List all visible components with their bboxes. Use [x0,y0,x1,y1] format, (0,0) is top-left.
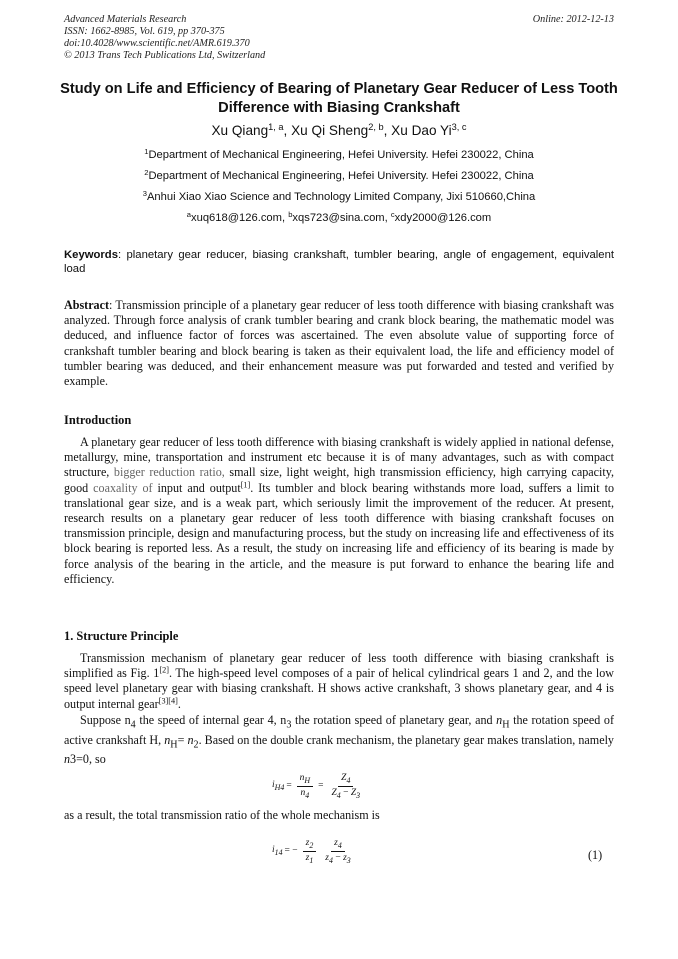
issn-line: ISSN: 1662-8985, Vol. 619, pp 370-375 [64,26,225,37]
abstract-text: : Transmission principle of a planetary gear reducer of less tooth difference with biasing crankshaft was analyzed. Through force analysis of crank tumbler bearing and crank block bearing, the mathematic model was deduced, and influence factor of forces was ascertained. The even absolute value of supporting force of crankshaft tumbler bearing and block bearing is taken as their equivalent load, the life and efficiency model of tumbler bearing was deduced, and their enhancement measure was put forwarded and tested and verified by example. [64,298,614,389]
fraction-denominator [322,852,353,865]
math-var: z [325,852,329,863]
journal-name: Advanced Materials Research [64,14,187,25]
email-sup: c [390,209,395,219]
section1-paragraph-1 [64,651,614,712]
text-run: . Based on the double crank mechanism, the planetary gear makes translation, namely [198,732,614,747]
author-sup: 3, c [451,121,467,132]
affiliation-text: Anhui Xiao Xiao Science and Technology Limited Company, Jixi 510660,China [146,191,536,203]
affiliation-1 [60,146,618,161]
math-var: z [343,852,347,863]
author-name: Xu Qiang [211,123,269,138]
math-var: Z [341,773,347,783]
text-run: . The high-speed level composes of a pair of helical cylindrical gears 1 and 2, and the low speed level planetary gear with biasing crankshaft. H shows active crankshaft, 3 shows planetary gear, and 4 is output internal gear [64,666,614,711]
equals-sign: = [318,781,324,792]
math-var: n [64,752,71,767]
author-line [60,123,618,138]
text-run: the rotation speed of planetary gear, and [291,713,497,727]
text-run: input and output [152,480,241,495]
highlighted-text: coaxality of [93,480,153,495]
subscript: H [304,775,311,785]
fraction-denominator [303,852,317,865]
text-run: the rotation speed of active crankshaft H, [64,713,614,747]
keywords [64,249,614,276]
text-run: = [177,732,188,747]
fraction-high-speed [303,838,317,865]
fraction-numerator [297,773,313,787]
subscript: 14 [274,848,283,858]
text-run: A planetary gear reducer of less tooth difference with biasing crankshaft is widely applied in national defense, metallurgy, mine, transportation and instrument etc because it is of many advantages, such as with compact structure, [64,435,614,480]
subscript: 4 [305,790,310,800]
section-heading-introduction: Introduction [64,413,132,427]
eq-lhs [272,780,284,792]
text-run: small size, light weight, high transmission efficiency, high carrying capacity, good [64,465,614,495]
email-sup: b [288,209,293,219]
math-var: z [305,838,310,848]
author-sup: 2, b [368,121,384,132]
email-address[interactable]: xuq618@126.com, [191,212,289,224]
author-separator: , [383,123,392,138]
citation-ref[interactable]: [1] [240,480,251,490]
fraction-numerator [331,838,345,852]
math-var: n [300,787,306,798]
subscript: 1 [309,855,314,865]
fraction-numerator [338,773,353,787]
math-var: i [272,780,275,791]
fraction-teeth [329,773,364,800]
text-run: 3=0, so [70,752,106,767]
abstract-label: Abstract [64,298,110,312]
math-var: n [496,713,503,727]
affiliation-2 [60,167,618,182]
subscript: 4 [346,775,351,785]
subscript: 3 [286,719,292,731]
section1-paragraph-2 [64,713,614,767]
section1-paragraph-3: as a result, the total transmission ratio of the whole mechanism is [64,808,380,822]
math-var: Z [350,787,357,798]
math-var: n [187,732,194,747]
text-run: . Its tumbler and block bearing withstands more load, suffers a limit to translational gear size, and is a weak part, which seriously limit the improvement of the reducer. At present, research results on a planetary gear reducer of less tooth difference with biasing crankshaft focuses on transmission principle, design and manufacturing process, but the study on increasing life and effectiveness of its block bearing is reported less. As a result, the study on increasing life and efficiency of its bearing is made by force analysis of the bearing in the article, and the measure is put forward to enhance the bearing life and efficiency. [64,480,614,586]
math-var: Z [331,787,337,798]
online-date: Online: 2012-12-13 [532,14,614,25]
subscript: 4 [329,855,333,865]
equation-number: (1) [588,848,603,862]
math-var: z [334,838,338,848]
affiliation-3 [60,188,618,203]
copyright-line: © 2013 Trans Tech Publications Ltd, Switzerland [64,50,266,61]
math-var: n [299,773,305,783]
email-line [60,209,618,224]
email-address[interactable]: xqs723@sina.com, [292,212,391,224]
equation-total-ratio [272,838,357,865]
subscript: 4 [336,790,341,800]
subscript: H [502,719,510,731]
paper-title: Study on Life and Efficiency of Bearing of Planetary Gear Reducer of Less Tooth Difference with Biasing Crankshaft [60,81,618,116]
minus-sign: − [340,787,351,798]
eq-lhs [272,845,283,857]
subscript: 3 [356,790,361,800]
text-run: . [177,696,181,711]
affiliation-text: Department of Mechanical Engineering, Hefei University. Hefei 230022, China [148,149,534,161]
author-sup: 1, a [268,121,284,132]
subscript: 4 [130,719,136,731]
text-run: the speed of internal gear 4, n [135,713,287,727]
math-var: i [272,845,275,856]
affiliation-sup: 3 [142,188,147,198]
affiliation-text: Department of Mechanical Engineering, Hefei University. Hefei 230022, China [148,170,534,182]
citation-ref[interactable]: [3][4] [158,696,178,706]
section-heading-structure: 1. Structure Principle [64,629,179,643]
text-run: Transmission mechanism of planetary gear reducer of less tooth difference with biasing crankshaft is simplified as Fig. 1 [64,651,614,681]
fraction-speed [297,773,313,800]
doi-line: doi:10.4028/www.scientific.net/AMR.619.370 [64,38,250,49]
subscript: H4 [274,783,285,793]
equals-sign: = [286,781,292,792]
subscript: 4 [337,840,342,850]
fraction-denominator [298,787,313,800]
minus-sign: − [332,852,344,863]
subscript: 2 [309,840,314,850]
equals-minus-sign: = − [284,846,298,857]
subscript: 2 [193,739,199,751]
journal-header [64,14,614,62]
citation-ref[interactable]: [2] [159,665,169,675]
fraction-denominator [329,787,364,800]
highlighted-text: bigger reduction ratio, [113,465,225,480]
math-var: z [305,852,310,863]
author-name: Xu Dao Yi [391,123,452,138]
subscript: 3 [346,855,351,865]
introduction-paragraph [64,435,614,587]
author-separator: , [283,123,292,138]
author-name: Xu Qi Sheng [291,123,369,138]
email-address[interactable]: xdy2000@126.com [394,212,492,224]
fraction-low-speed [322,838,353,865]
text-run: Suppose n [80,713,131,727]
keywords-label: Keywords [64,249,118,261]
keywords-text: : planetary gear reducer, biasing crankshaft, tumbler bearing, angle of engagement, equivalent load [64,249,614,275]
fraction-numerator [303,838,317,852]
email-sup: a [186,209,191,219]
equation-speed-ratio [272,773,366,800]
affiliation-sup: 1 [144,146,149,156]
math-var: n [164,732,171,747]
abstract [64,298,614,389]
affiliation-sup: 2 [144,167,149,177]
subscript: H [170,739,178,751]
